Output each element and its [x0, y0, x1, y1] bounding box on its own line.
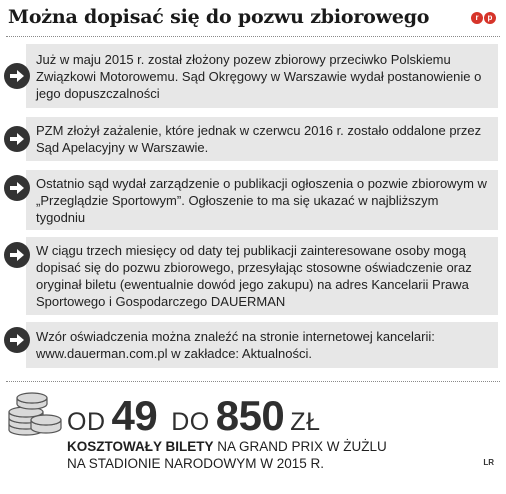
caption-rest: NA GRAND PRIX W ŻUŻLU: [217, 439, 387, 454]
price-to-value: 850: [215, 392, 285, 439]
coins-icon: [6, 390, 64, 436]
title-divider: [6, 36, 500, 37]
info-item-1: [26, 44, 498, 108]
price-currency: ZŁ: [290, 408, 321, 436]
price-to-word: DO: [171, 408, 210, 436]
arrow-right-icon: [4, 126, 30, 152]
arrow-right-icon: [4, 242, 30, 268]
price-caption: [67, 438, 387, 472]
info-item-text: W ciągu trzech miesięcy od daty tej publikacji zainteresowane osoby mogą dopisać się do pozwu zbiorowego, przesyłając stosowne oświadczenie oraz oryginał biletu (ewentualnie dowód jego zakupu) na adres Kancelarii Prawa Sportowego i Gospodarczego DAUERMAN: [36, 243, 472, 309]
info-item-2: [26, 117, 498, 161]
price-range: [67, 392, 320, 440]
page-title: Można dopisać się do pozwu zbiorowego: [8, 6, 430, 28]
caption-bold: KOSZTOWAŁY BILETY: [67, 439, 214, 454]
info-item-4: [26, 237, 498, 315]
price-from-word: OD: [67, 408, 106, 436]
caption-line-2: NA STADIONIE NARODOWYM W 2015 R.: [67, 456, 325, 471]
rp-logo-icon: r p: [471, 12, 496, 24]
arrow-right-icon: [4, 63, 30, 89]
section-divider: [6, 381, 500, 382]
info-item-text: PZM złożył zażalenie, które jednak w czerwcu 2016 r. zostało oddalone przez Sąd Apelacyjny w Warszawie.: [36, 123, 482, 155]
info-item-text: Ostatnio sąd wydał zarządzenie o publikacji ogłoszenia o pozwie zbiorowym w „Przeglądzie Sportowym”. Ogłoszenie to ma się ukazać w najbliższym tygodniu: [36, 175, 487, 225]
info-item-text: Już w maju 2015 r. został złożony pozew zbiorowy przeciwko Polskiemu Związkowi Motorowemu. Sąd Okręgowy w Warszawie wydał postanowienie o jego dopuszczalności: [36, 51, 482, 101]
info-item-text: Wzór oświadczenia można znaleźć na stronie internetowej kancelarii: www.dauerman.com.pl w zakładce: Aktualności.: [36, 329, 435, 361]
arrow-right-icon: [4, 327, 30, 353]
arrow-right-icon: [4, 175, 30, 201]
info-item-5: [26, 322, 498, 368]
info-item-3: [26, 170, 498, 230]
author-signature: LR: [483, 458, 494, 467]
price-from-value: 49: [111, 392, 158, 439]
